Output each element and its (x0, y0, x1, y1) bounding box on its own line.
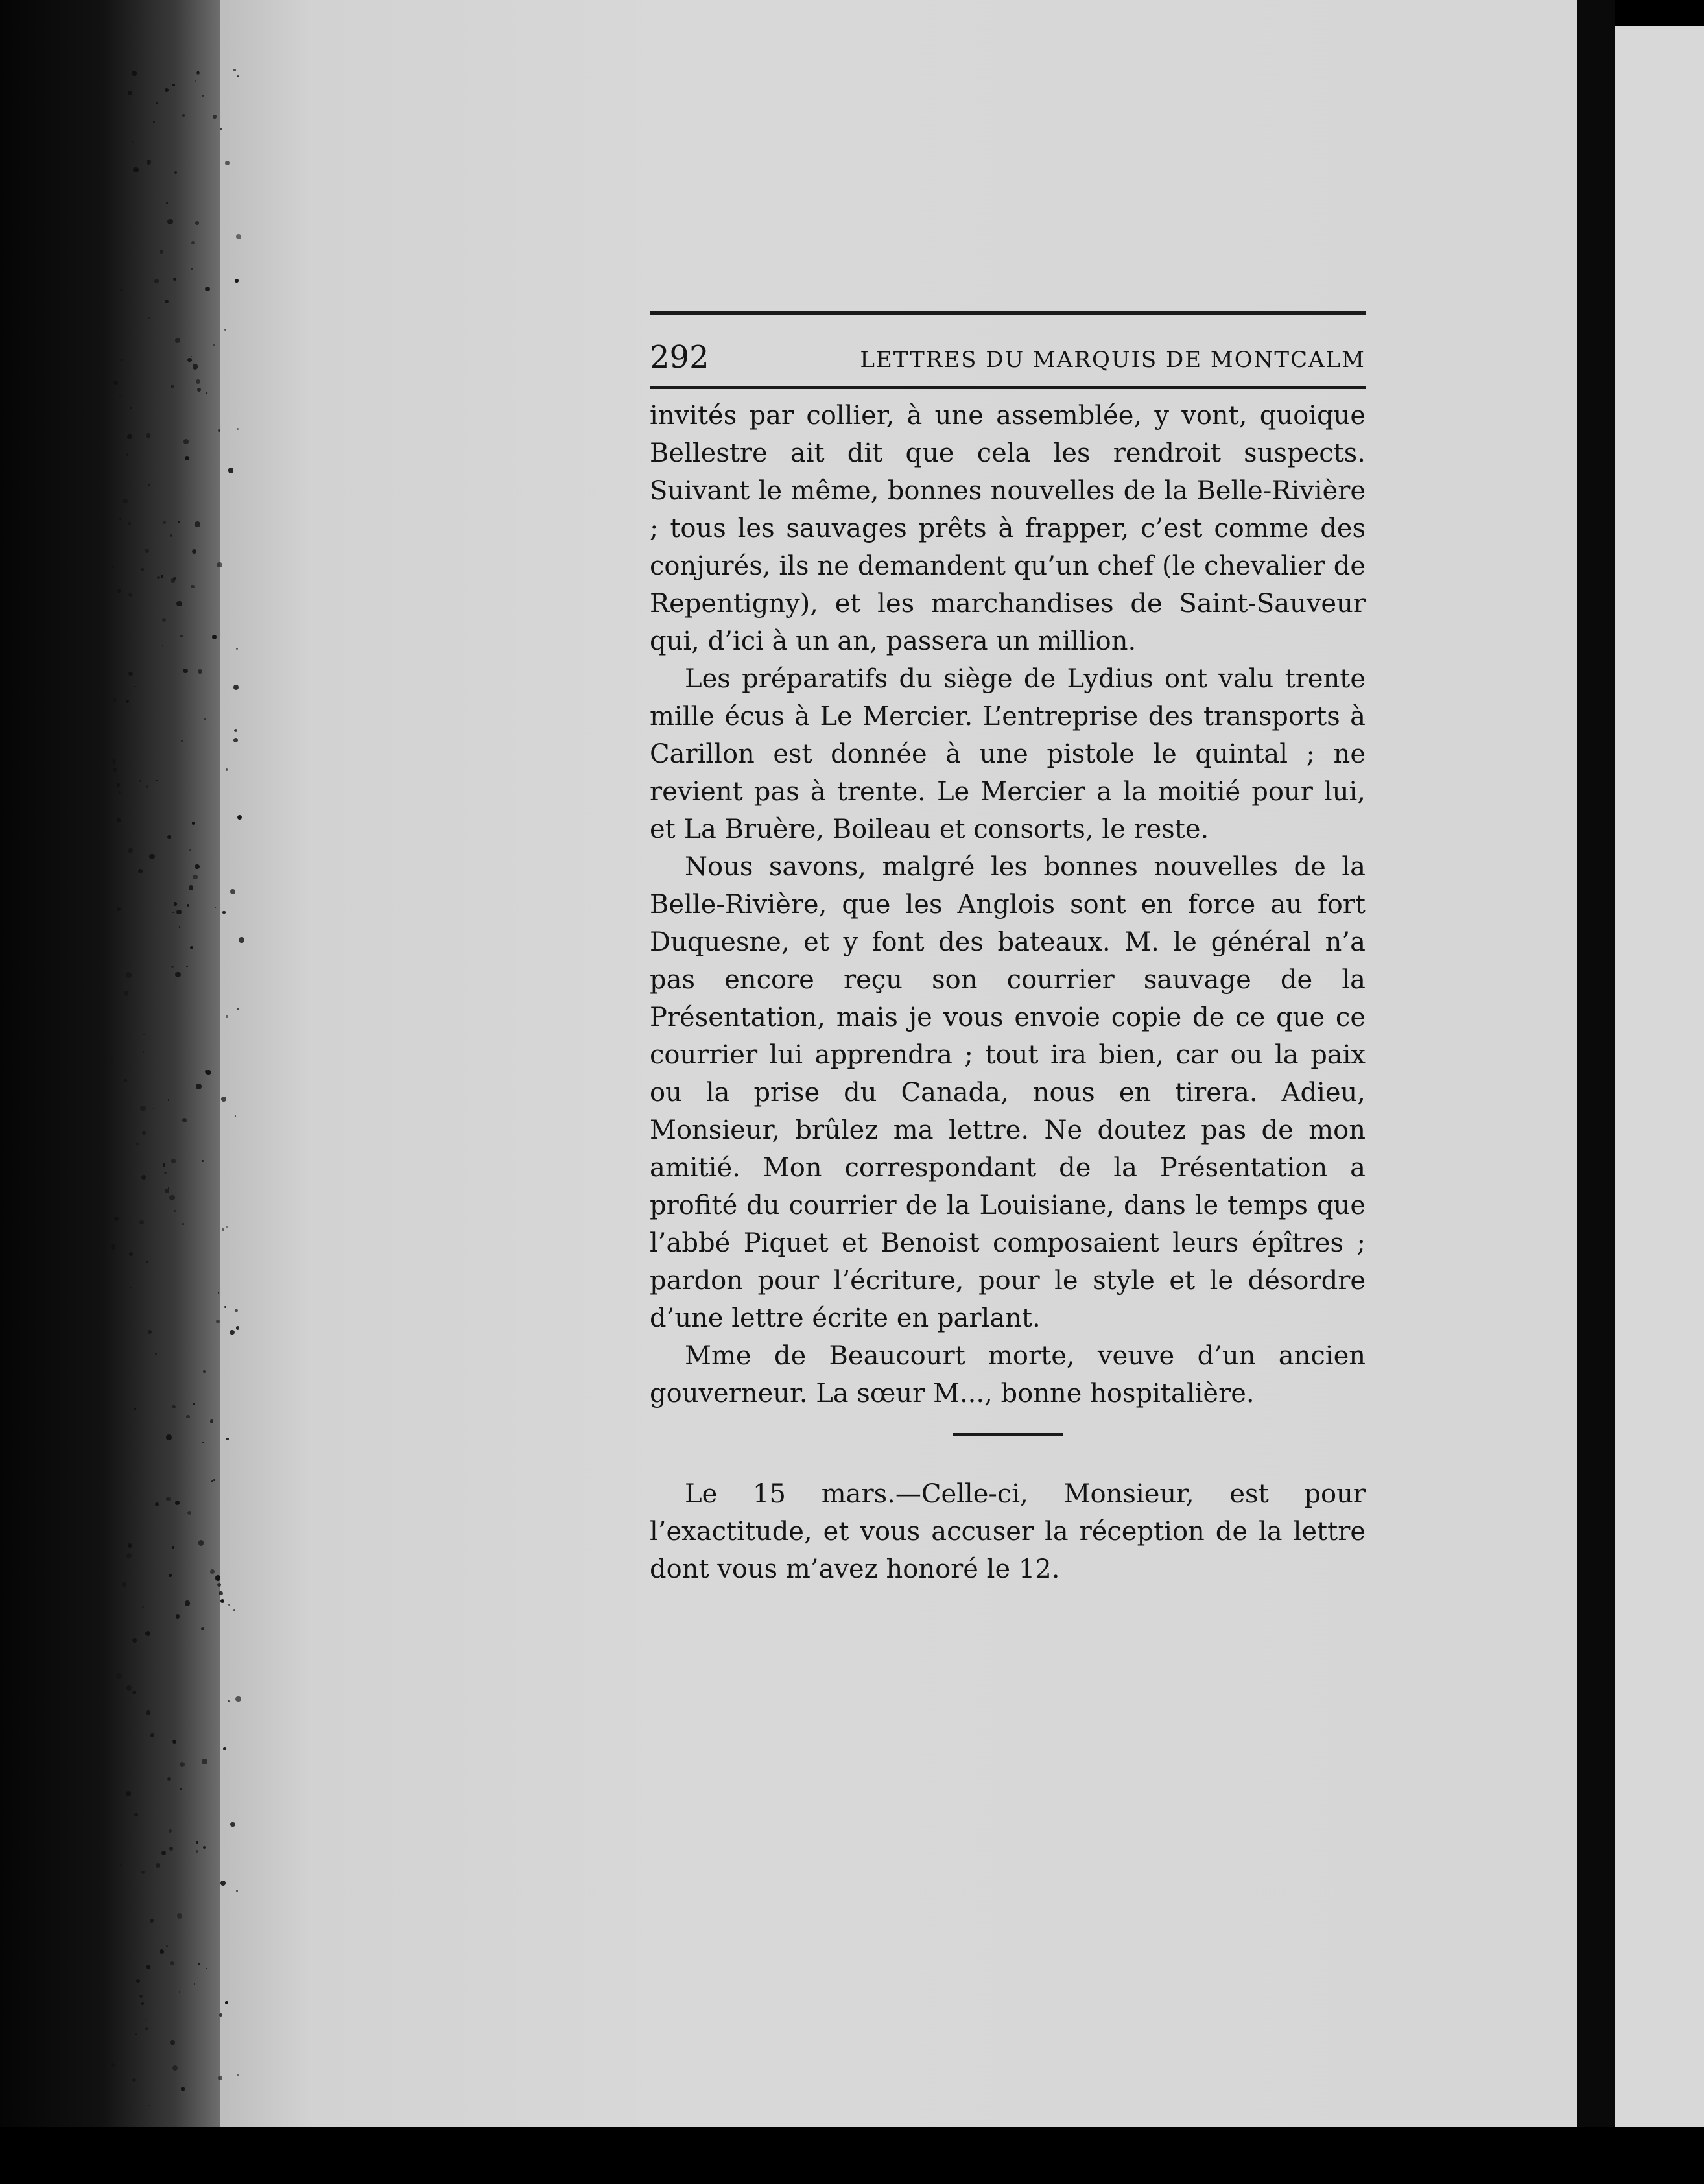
scan-speck (139, 1995, 142, 1997)
scan-speck (169, 1574, 171, 1576)
paragraph: invités par collier, à une assemblée, y vont, quoique Bellestre ait dit que cela les rendroit suspects. Suivant le même, bonnes nouvelles de la Belle-Rivière ; tous les sauvages prêts à frapper, c’est comme des conjurés, ils ne demandent qu’un chef (le chevalier de Repentigny), et les marchandises de Saint-Sauveur qui, d’ici à un an, passera un million. (650, 401, 1366, 656)
scan-speck (176, 601, 182, 606)
scan-speck (113, 768, 117, 772)
scan-speck (235, 1696, 241, 1702)
scan-speck (148, 2105, 150, 2106)
scan-speck (239, 937, 244, 943)
scan-speck (129, 1252, 133, 1256)
scan-speck (197, 388, 201, 392)
scan-speck (157, 576, 160, 579)
scan-speck (237, 815, 242, 820)
running-header (650, 315, 1366, 386)
scan-speck (189, 885, 193, 890)
scan-speck (133, 167, 139, 173)
scan-speck (143, 1051, 144, 1052)
scan-speck (124, 1079, 127, 1082)
scan-speck (180, 1762, 185, 1767)
scan-speck (175, 972, 180, 977)
scan-speck (187, 904, 189, 907)
scan-speck (196, 379, 200, 384)
scan-speck (196, 1850, 198, 1853)
paragraph: Nous savons, malgré les bonnes nouvelles de la Belle-Rivière, que les Anglois sont en force au fort Duquesne, et y font des bateaux. M. le général n’a pas encore reçu son courrier sauvage de la Présentation, mais je vous envoie copie de ce que ce courrier lui apprendra ; tout ira bien, car ou la paix ou la prise du Canada, nous en tirera. Adieu, Monsieur, brûlez ma lettre. Ne doutez pas de mon amitié. Mon correspondant de la Présentation a profité du courrier de la Louisiane, dans le temps que l’abbé Piquet et Benoist composaient leurs épîtres ; pardon pour l’écriture, pour le style et le désordre d’une lettre écrite en parlant. (650, 852, 1366, 1333)
scan-speck (128, 848, 133, 853)
scan-speck (235, 1309, 237, 1312)
scan-speck (202, 1759, 207, 1764)
scan-speck (160, 1949, 164, 1954)
scan-speck (111, 1244, 115, 1249)
scan-speck (213, 1479, 215, 1481)
scan-speck (110, 1060, 113, 1063)
scan-speck (185, 1600, 190, 1606)
scan-speck (153, 121, 154, 123)
scan-speck (235, 1115, 236, 1117)
scan-speck (165, 1189, 169, 1193)
scan-speck (191, 585, 194, 588)
scan-speck (172, 1546, 174, 1549)
scan-speck (112, 566, 114, 568)
scan-speck (174, 902, 177, 905)
scan-speck (139, 1220, 143, 1224)
scan-speck (186, 966, 188, 968)
scan-speck (120, 289, 122, 291)
scan-speck (219, 2013, 222, 2017)
scan-speck (236, 1326, 239, 1329)
scan-speck (128, 672, 132, 676)
scan-speck (235, 279, 238, 282)
scan-speck (160, 250, 163, 254)
binding-shadow (0, 0, 220, 2184)
scan-speck (168, 1187, 169, 1189)
scan-speck (124, 991, 128, 995)
scan-speck (171, 385, 174, 388)
scan-speck (198, 1963, 200, 1965)
scan-speck (130, 407, 132, 409)
scan-speck (132, 2078, 136, 2082)
scan-speck (234, 729, 237, 732)
scan-speck (172, 912, 174, 913)
scan-speck (193, 1403, 195, 1405)
scan-speck (165, 300, 169, 303)
scan-speck (215, 1575, 220, 1580)
scan-speck (217, 1583, 221, 1587)
scan-speck (215, 907, 217, 908)
scan-speck (193, 875, 198, 880)
scan-speck (120, 1864, 122, 1866)
scan-speck (206, 1968, 207, 1969)
scan-speck (162, 645, 163, 646)
scan-speck (228, 1604, 230, 1606)
scan-speck (202, 1160, 204, 1162)
scan-speck (220, 1881, 226, 1886)
scan-speck (226, 1438, 229, 1441)
scan-speck (171, 1159, 176, 1163)
scan-speck (117, 589, 121, 593)
scan-speck (141, 1175, 146, 1180)
scan-speck (213, 115, 216, 118)
paragraph: Les préparatifs du siège de Lydius ont valu trente mille écus à Le Mercier. L’entreprise des transports à Carillon est donnée à une pistole le quintal ; ne revient pas à trente. Le Mercier a la moitié pour lui, et La Bruère, Boileau et consorts, le reste. (650, 664, 1366, 844)
scan-speck (172, 84, 174, 86)
scan-speck (186, 1415, 189, 1418)
scan-speck (236, 1890, 239, 1892)
scan-speck (142, 1131, 146, 1135)
scan-speck (170, 1961, 174, 1965)
scan-speck (126, 453, 128, 455)
header-bottom-rule (650, 386, 1366, 389)
scan-speck (195, 864, 199, 869)
scan-speck (205, 287, 209, 291)
scan-speck (210, 1419, 213, 1423)
scan-speck (169, 1195, 174, 1200)
scan-speck (174, 171, 177, 174)
scan-speck (233, 1609, 235, 1611)
scan-speck (191, 241, 195, 244)
scan-speck (196, 1084, 201, 1089)
scan-speck (217, 562, 222, 568)
scan-speck (145, 549, 149, 553)
scan-speck (237, 428, 239, 430)
scan-speck (233, 738, 238, 742)
scan-speck (230, 889, 235, 894)
scan-speck (213, 344, 215, 346)
body-text (650, 397, 1366, 1588)
scan-speck (141, 568, 144, 571)
scan-speck (225, 2001, 228, 2004)
scan-speck (180, 635, 182, 637)
scan-speck (228, 468, 234, 473)
scan-speck (113, 759, 115, 761)
scan-speck (219, 1591, 223, 1596)
scan-speck (183, 669, 188, 674)
page-number: 292 (650, 339, 709, 375)
paragraph: Le 15 mars.—Celle-ci, Monsieur, est pour l’exactitude, et vous accuser la réception de la lettre dont vous m’avez honoré le 12. (650, 1479, 1366, 1584)
running-title: LETTRES DU MARQUIS DE MONTCALM (860, 347, 1366, 373)
scan-speck (210, 1569, 215, 1574)
scan-speck (126, 700, 129, 703)
scan-speck (212, 635, 217, 639)
page-edge-shadow (1577, 0, 1615, 2127)
scan-speck (117, 818, 120, 822)
scan-speck (128, 1543, 132, 1547)
scan-speck (149, 854, 154, 859)
scan-speck (195, 221, 198, 224)
scan-speck (191, 268, 193, 270)
scan-speck (228, 1700, 229, 1702)
paragraph: Mme de Beaucourt morte, veuve d’un ancien gouverneur. La sœur M..., bonne hospitalière. (650, 1341, 1366, 1408)
scan-speck (189, 849, 191, 851)
scan-speck (156, 780, 158, 782)
scan-speck (146, 1710, 151, 1715)
scan-speck (117, 783, 119, 786)
scan-speck (155, 1353, 157, 1355)
facing-page-sliver (1615, 26, 1704, 2127)
scan-speck (130, 1287, 132, 1288)
scan-speck (176, 1614, 180, 1618)
scan-speck (126, 1791, 131, 1796)
scan-speck (161, 575, 163, 577)
section-divider (953, 1433, 1063, 1436)
page-text-block (650, 311, 1366, 1588)
scan-speck (172, 1740, 176, 1744)
scan-speck (141, 2002, 144, 2005)
scan-speck (192, 822, 195, 824)
scan-speck (155, 1502, 159, 1506)
scan-speck (163, 521, 166, 524)
scan-speck (146, 1965, 150, 1969)
scan-speck (138, 869, 143, 873)
scan-speck (167, 835, 171, 839)
scan-speck (225, 161, 230, 165)
scan-speck (145, 1631, 150, 1636)
scan-speck (178, 521, 180, 523)
scan-speck (183, 439, 189, 444)
scan-speck (114, 1217, 119, 1221)
scan-speck (193, 364, 198, 369)
scan-speck (230, 1822, 235, 1827)
scan-speck (202, 1442, 204, 1443)
scan-speck (148, 1330, 152, 1334)
scan-speck (150, 1733, 154, 1737)
scan-bottom-border (0, 2127, 1704, 2184)
scan-speck (113, 381, 118, 385)
scan-speck (223, 1747, 226, 1750)
scan-speck (224, 329, 226, 331)
scan-speck (221, 1097, 226, 1102)
scan-speck (154, 279, 159, 283)
scan-speck (216, 1320, 220, 1323)
scan-speck (147, 160, 151, 164)
scan-speck (166, 202, 168, 204)
scan-speck (116, 1673, 122, 1679)
scan-speck (126, 972, 132, 978)
scan-speck (230, 1330, 235, 1335)
scan-speck (196, 1841, 198, 1844)
scan-speck (166, 1497, 171, 1501)
scan-speck (122, 1582, 126, 1586)
scan-speck (220, 1599, 224, 1603)
scan-speck (195, 521, 200, 527)
scan-speck (202, 95, 204, 97)
scan-speck (176, 910, 182, 915)
scan-speck (168, 1099, 170, 1101)
scan-speck (119, 395, 121, 397)
